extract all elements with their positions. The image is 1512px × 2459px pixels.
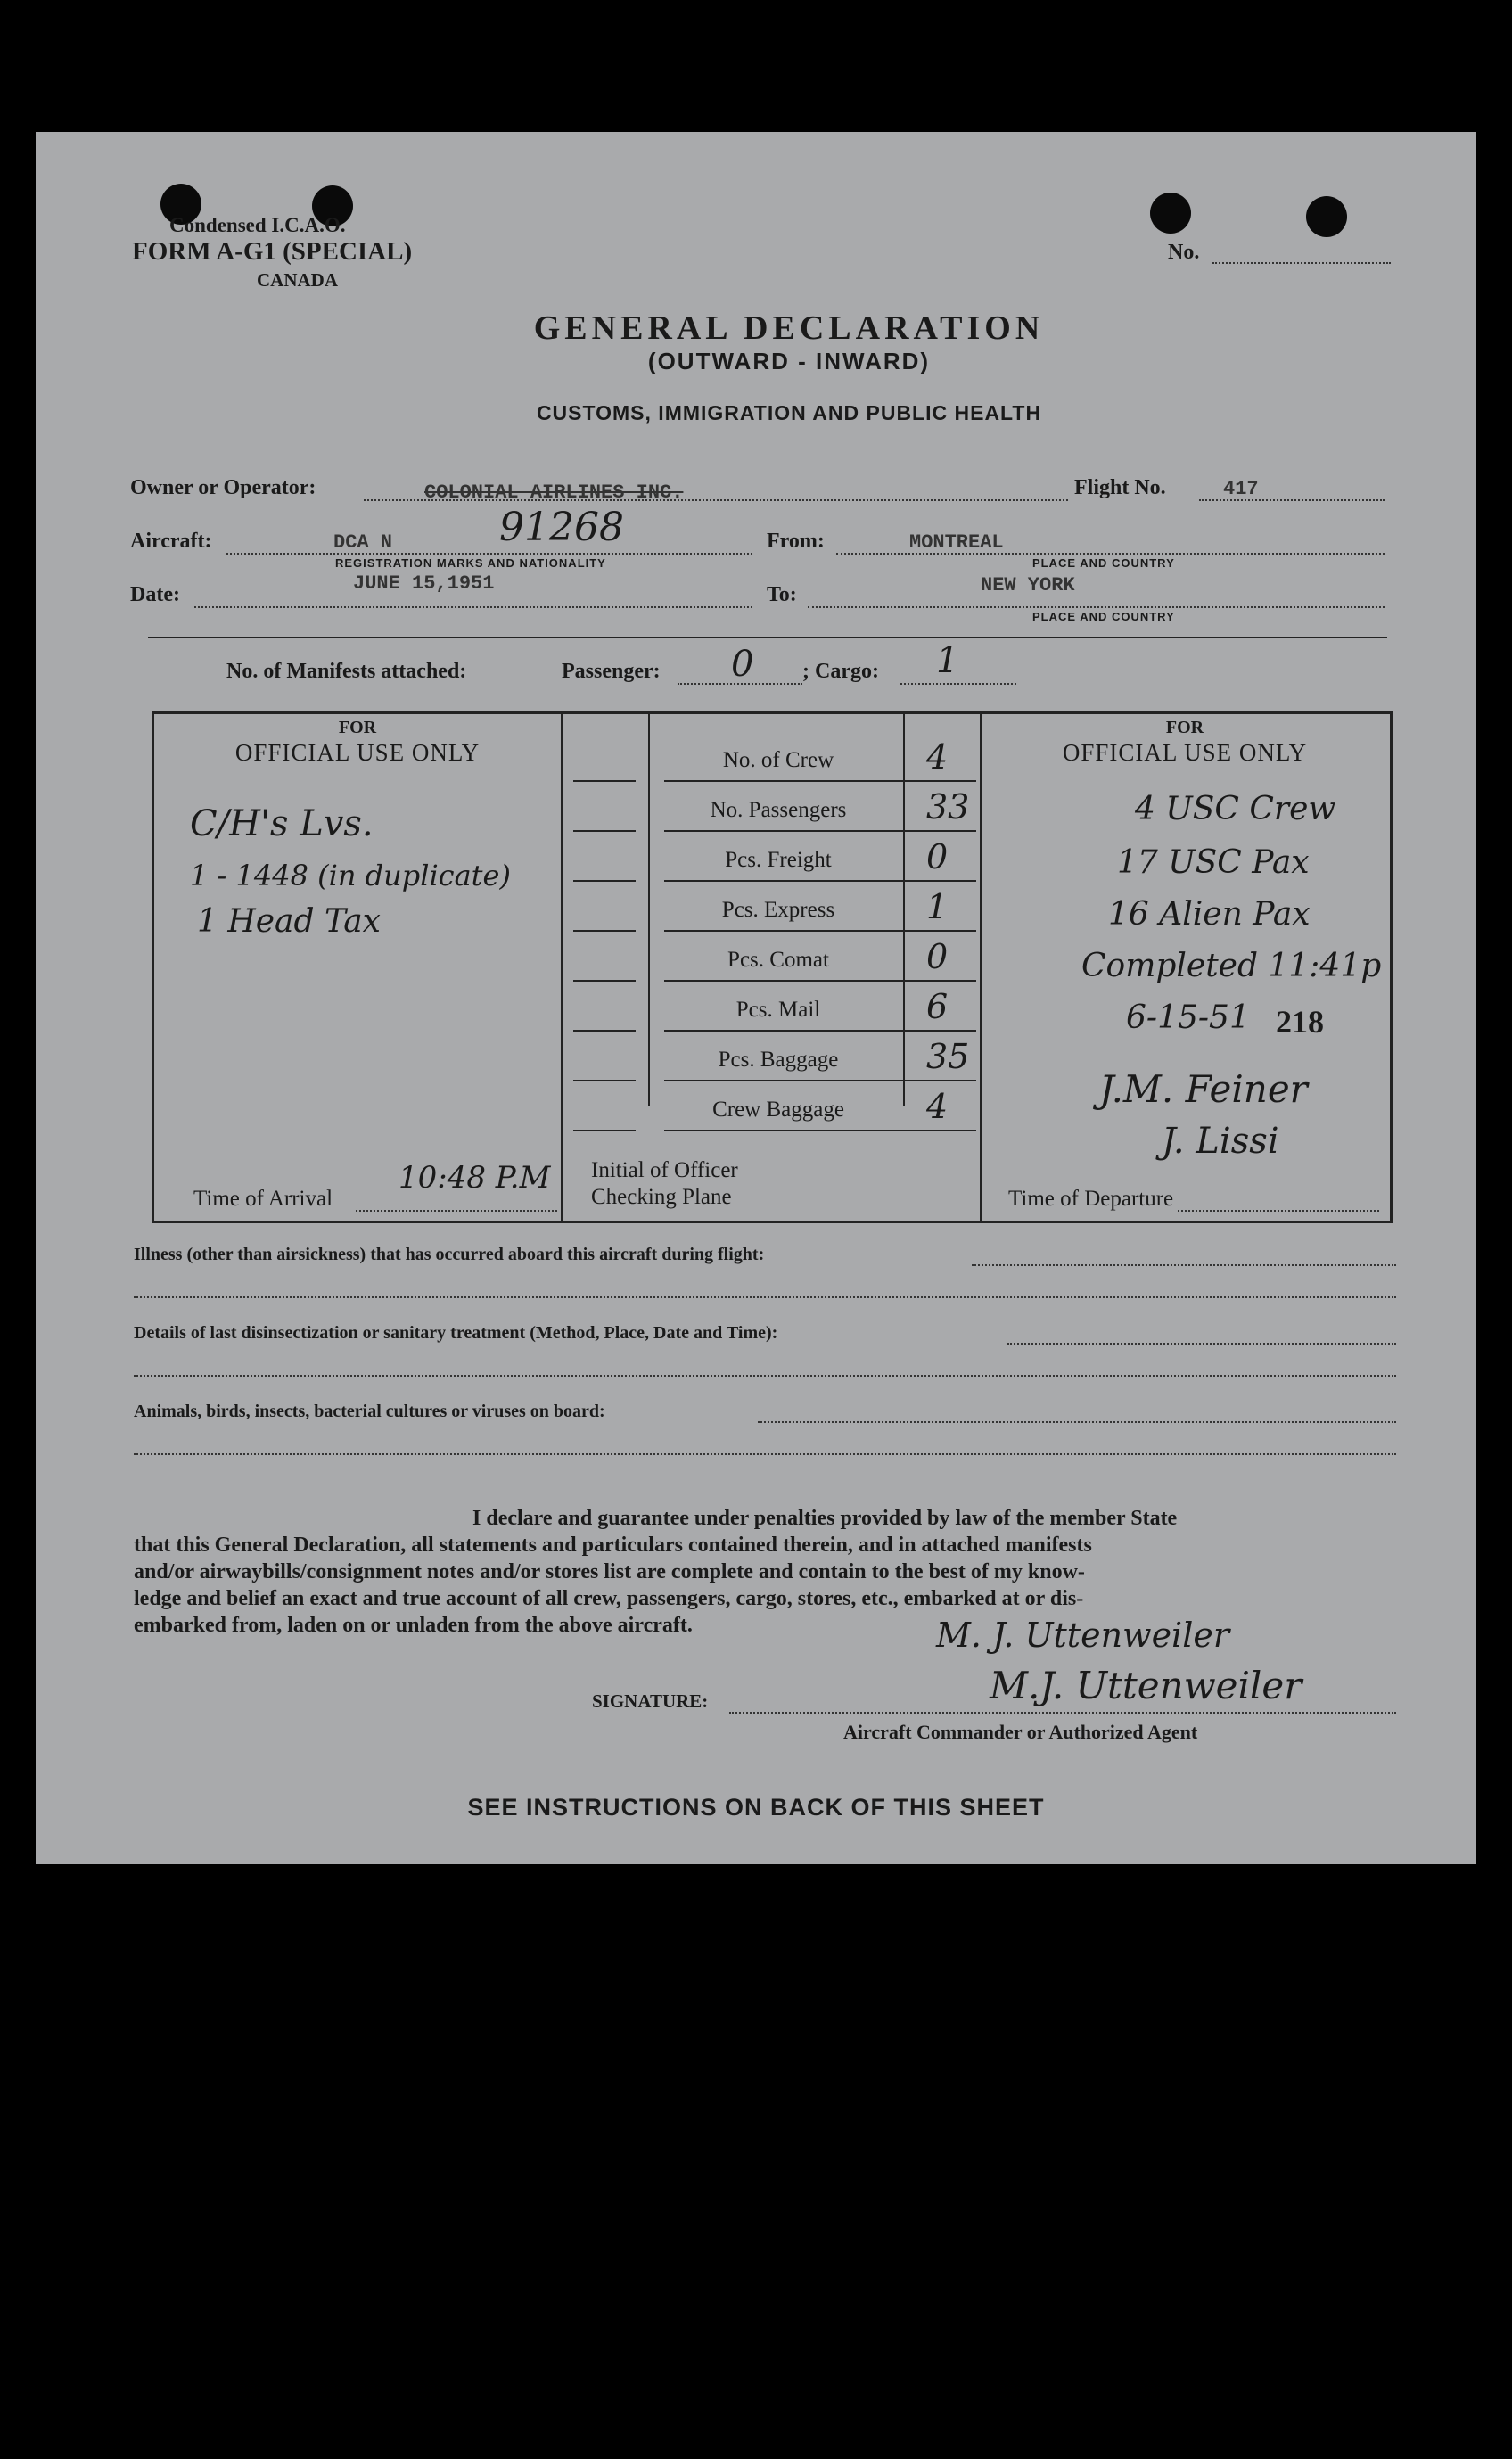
no-label: No. xyxy=(1168,241,1200,264)
disinsection-line-2 xyxy=(134,1375,1396,1377)
table-row-underline xyxy=(664,1030,976,1032)
signature-line xyxy=(729,1712,1396,1714)
cargo-line xyxy=(900,683,1016,685)
form-number: FORM A-G1 (SPECIAL) xyxy=(132,237,413,266)
no-line xyxy=(1212,262,1391,264)
table-row-underline xyxy=(664,1080,976,1081)
left-for-label: FOR xyxy=(338,718,377,737)
right-note-3: 16 Alien Pax xyxy=(1108,896,1311,933)
time-arrival-label: Time of Arrival xyxy=(193,1187,333,1211)
illness-label: Illness (other than airsickness) that has occurred aboard this aircraft during flight: xyxy=(134,1245,765,1264)
officer-signature-2: J. Lissi xyxy=(1162,1121,1279,1162)
from-label: From: xyxy=(767,530,825,553)
table-row-underline xyxy=(664,980,976,982)
table-row-value: 0 xyxy=(926,837,949,876)
illness-line-1 xyxy=(972,1264,1396,1266)
place-caption-to: PLACE AND COUNTRY xyxy=(1032,610,1175,623)
aircraft-handwritten: 91268 xyxy=(499,505,624,550)
from-value: MONTREAL xyxy=(909,531,1004,554)
table-row-underline xyxy=(664,780,976,782)
passenger-value: 0 xyxy=(731,644,754,685)
right-note-5: 6-15-51 xyxy=(1126,999,1250,1036)
owner-value: COLONIAL AIRLINES INC. xyxy=(424,481,684,504)
time-arrival-line xyxy=(356,1210,557,1212)
owner-label: Owner or Operator: xyxy=(130,476,316,499)
initial-officer-label: Initial of Officer xyxy=(591,1158,738,1182)
table-divider-left xyxy=(561,714,563,1221)
date-label: Date: xyxy=(130,583,180,606)
to-value: NEW YORK xyxy=(981,574,1075,596)
illness-line-2 xyxy=(134,1296,1396,1298)
stamp-number: 218 xyxy=(1276,1004,1324,1040)
date-line xyxy=(194,606,752,608)
right-for-label: FOR xyxy=(1165,718,1204,737)
initial-box-dash xyxy=(573,830,636,832)
initial-box-dash xyxy=(573,780,636,782)
table-divider-right xyxy=(980,714,982,1221)
declaration-line-2: that this General Declaration, all statements and particulars contained therein, and in attached manifests xyxy=(134,1534,1092,1557)
table-row-underline xyxy=(664,830,976,832)
left-note-3: 1 Head Tax xyxy=(197,903,381,940)
table-row-underline xyxy=(664,1130,976,1131)
commander-signature-2: M.J. Uttenweiler xyxy=(990,1664,1302,1707)
table-row-value: 33 xyxy=(926,787,970,827)
manifests-label: No. of Manifests attached: xyxy=(226,660,467,683)
table-row-value: 6 xyxy=(926,987,949,1026)
cargo-label: ; Cargo: xyxy=(802,660,879,683)
official-use-table xyxy=(152,711,1393,1223)
punch-hole xyxy=(1306,196,1347,237)
left-note-2: 1 - 1448 (in duplicate) xyxy=(190,859,511,892)
right-note-2: 17 USC Pax xyxy=(1117,844,1310,881)
officer-signature-1: J.M. Feiner xyxy=(1099,1067,1308,1111)
date-value: JUNE 15,1951 xyxy=(353,572,495,595)
right-note-4: Completed 11:41p xyxy=(1081,948,1382,984)
right-official-label: OFFICIAL USE ONLY xyxy=(1062,739,1308,766)
flight-value: 417 xyxy=(1223,478,1259,500)
declaration-line-5: embarked from, laden on or unladen from the above aircraft. xyxy=(134,1614,693,1637)
to-line xyxy=(808,606,1385,608)
form-subtitle: (OUTWARD - INWARD) xyxy=(647,348,931,374)
declaration-line-1: I declare and guarantee under penalties provided by law of the member State xyxy=(472,1507,1178,1530)
back-instructions: SEE INSTRUCTIONS ON BACK OF THIS SHEET xyxy=(467,1794,1045,1821)
time-departure-label: Time of Departure xyxy=(1008,1187,1174,1211)
checking-plane-label: Checking Plane xyxy=(591,1185,732,1209)
initial-box-dash xyxy=(573,930,636,932)
left-official-label: OFFICIAL USE ONLY xyxy=(234,739,481,766)
table-row-label: Crew Baggage xyxy=(712,1098,844,1122)
table-row-value: 0 xyxy=(926,937,949,976)
time-arrival-value: 10:48 P.M xyxy=(399,1160,551,1196)
initial-box-dash xyxy=(573,1130,636,1131)
disinsection-line-1 xyxy=(1007,1343,1396,1345)
passenger-label: Passenger: xyxy=(562,660,661,683)
animals-label: Animals, birds, insects, bacterial cultures or viruses on board: xyxy=(134,1402,605,1421)
table-row-label: Pcs. Comat xyxy=(727,948,829,972)
disinsection-label: Details of last disinsectization or sanitary treatment (Method, Place, Date and Time): xyxy=(134,1323,778,1343)
commander-signature-1: M. J. Uttenweiler xyxy=(936,1616,1230,1655)
aircraft-line xyxy=(226,553,752,555)
initial-box-dash xyxy=(573,880,636,882)
flight-label: Flight No. xyxy=(1074,476,1166,499)
condensed-label: Condensed I.C.A.O. xyxy=(169,214,346,236)
initial-box-dash xyxy=(573,1030,636,1032)
table-row-value: 4 xyxy=(926,1087,949,1126)
animals-line-2 xyxy=(134,1453,1396,1455)
to-label: To: xyxy=(767,583,797,606)
section-title: CUSTOMS, IMMIGRATION AND PUBLIC HEALTH xyxy=(536,401,1042,424)
country-label: CANADA xyxy=(257,269,338,291)
section-divider xyxy=(148,637,1387,638)
declaration-line-4: ledge and belief an exact and true account of all crew, passengers, cargo, stores, etc., embarked at or dis- xyxy=(134,1587,1084,1610)
signature-caption: Aircraft Commander or Authorized Agent xyxy=(843,1721,1198,1743)
aircraft-label: Aircraft: xyxy=(130,530,212,553)
place-caption-from: PLACE AND COUNTRY xyxy=(1032,556,1175,570)
table-row-value: 4 xyxy=(926,737,949,777)
table-row-label: Pcs. Express xyxy=(721,898,835,922)
table-row-label: No. Passengers xyxy=(710,798,847,822)
table-row-underline xyxy=(664,930,976,932)
signature-label: SIGNATURE: xyxy=(592,1690,709,1712)
table-row-value: 1 xyxy=(926,887,949,926)
table-row-value: 35 xyxy=(926,1037,970,1076)
initial-box-dash xyxy=(573,1080,636,1081)
right-note-1: 4 USC Crew xyxy=(1135,791,1336,827)
table-row-label: No. of Crew xyxy=(722,748,834,772)
declaration-line-3: and/or airwaybills/consignment notes and/or stores list are complete and contain to the best of my know- xyxy=(134,1560,1085,1583)
table-row-underline xyxy=(664,880,976,882)
left-note-1: C/H's Lvs. xyxy=(190,803,374,844)
aircraft-value: DCA N xyxy=(333,531,393,554)
punch-hole xyxy=(1150,193,1191,234)
table-row-label: Pcs. Mail xyxy=(735,998,821,1022)
initial-box-dash xyxy=(573,980,636,982)
table-row-label: Pcs. Freight xyxy=(725,848,832,872)
cargo-value: 1 xyxy=(936,640,959,681)
form-title: GENERAL DECLARATION xyxy=(533,309,1045,347)
registration-caption: REGISTRATION MARKS AND NATIONALITY xyxy=(335,556,606,570)
table-row-label: Pcs. Baggage xyxy=(718,1048,839,1072)
declaration-form-sheet xyxy=(36,132,1476,1864)
time-departure-line xyxy=(1178,1210,1379,1212)
animals-line-1 xyxy=(758,1421,1396,1423)
